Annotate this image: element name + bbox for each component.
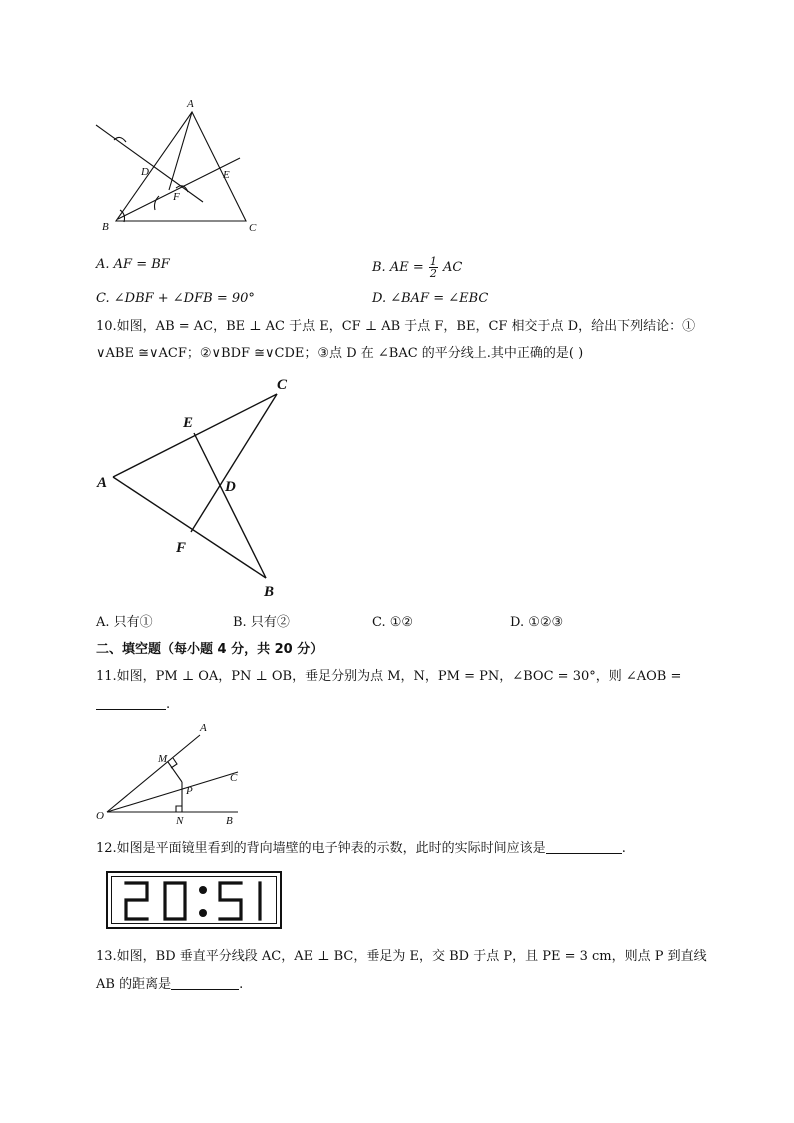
fig9-label-f: F <box>173 191 180 203</box>
fig10-label-c: C <box>277 377 288 393</box>
fig9-label-a: A <box>187 98 194 110</box>
q10-option-b: B. 只有② <box>233 615 290 630</box>
q10-line-1: 10.如图，AB = AC，BE ⊥ AC 于点 E，CF ⊥ AB 于点 F，BE，CF 相交于点 D，给出下列结论：① <box>96 319 696 334</box>
fig11-label-n: N <box>176 815 184 827</box>
fig10-label-e: E <box>183 415 194 431</box>
q11-answer: . <box>96 695 170 714</box>
q10-option-a: A. 只有① <box>96 615 153 630</box>
fig11-label-a: A <box>200 722 207 734</box>
q10-line-2: ∨ABE ≅∨ACF；②∨BDF ≅∨CDE；③点 D 在 ∠BAC 的平分线上.其中正确的是( ) <box>96 346 584 361</box>
fraction-numerator: 1 <box>429 255 437 268</box>
q10-option-d: D. ①②③ <box>510 615 564 630</box>
fig9-label-d: D <box>141 166 149 178</box>
fig11-label-b: B <box>226 815 233 827</box>
q13-line-1: 13.如图，BD 垂直平分线段 AC，AE ⊥ BC，垂足为 E，交 BD 于点 P，且 PE = 3 cm，则点 P 到直线 <box>96 949 707 964</box>
section-heading: 二、填空题（每小题 4 分，共 20 分） <box>96 642 324 657</box>
fig10-label-d: D <box>225 479 236 495</box>
q9-option-c: C. ∠DBF + ∠DFB = 90° <box>96 291 255 306</box>
fraction-denominator: 2 <box>429 267 437 280</box>
fig11-label-o: O <box>96 810 104 822</box>
answer-blank[interactable] <box>171 975 239 990</box>
fig10-label-b: B <box>264 584 275 600</box>
q12-line-1: 12.如图是平面镜里看到的背向墙壁的电子钟表的示数，此时的实际时间应该是 . <box>96 841 626 856</box>
fig9-label-c: C <box>249 222 257 234</box>
fig11-label-p: P <box>186 785 193 797</box>
fig10-label-a: A <box>97 475 108 491</box>
q11-line-1: 11.如图，PM ⊥ OA，PN ⊥ OB，垂足分别为点 M，N，PM = PN，∠BOC = 30°，则 ∠AOB = <box>96 669 682 684</box>
fig10-label-f: F <box>176 540 187 556</box>
q10-option-c: C. ①② <box>372 615 414 630</box>
q9-option-d: D. ∠BAF = ∠EBC <box>372 291 489 306</box>
q9-option-a: A. AF = BF <box>96 257 170 272</box>
q9-option-b: B. AE = $\frac{1}{2}$ AC <box>372 255 463 280</box>
q13-line-2: AB 的距离是 . <box>96 977 244 992</box>
fig9-label-b: B <box>102 221 109 233</box>
fig9-label-e: E <box>223 169 230 181</box>
fig11-label-m: M <box>158 753 168 765</box>
fig11-label-c: C <box>230 772 238 784</box>
